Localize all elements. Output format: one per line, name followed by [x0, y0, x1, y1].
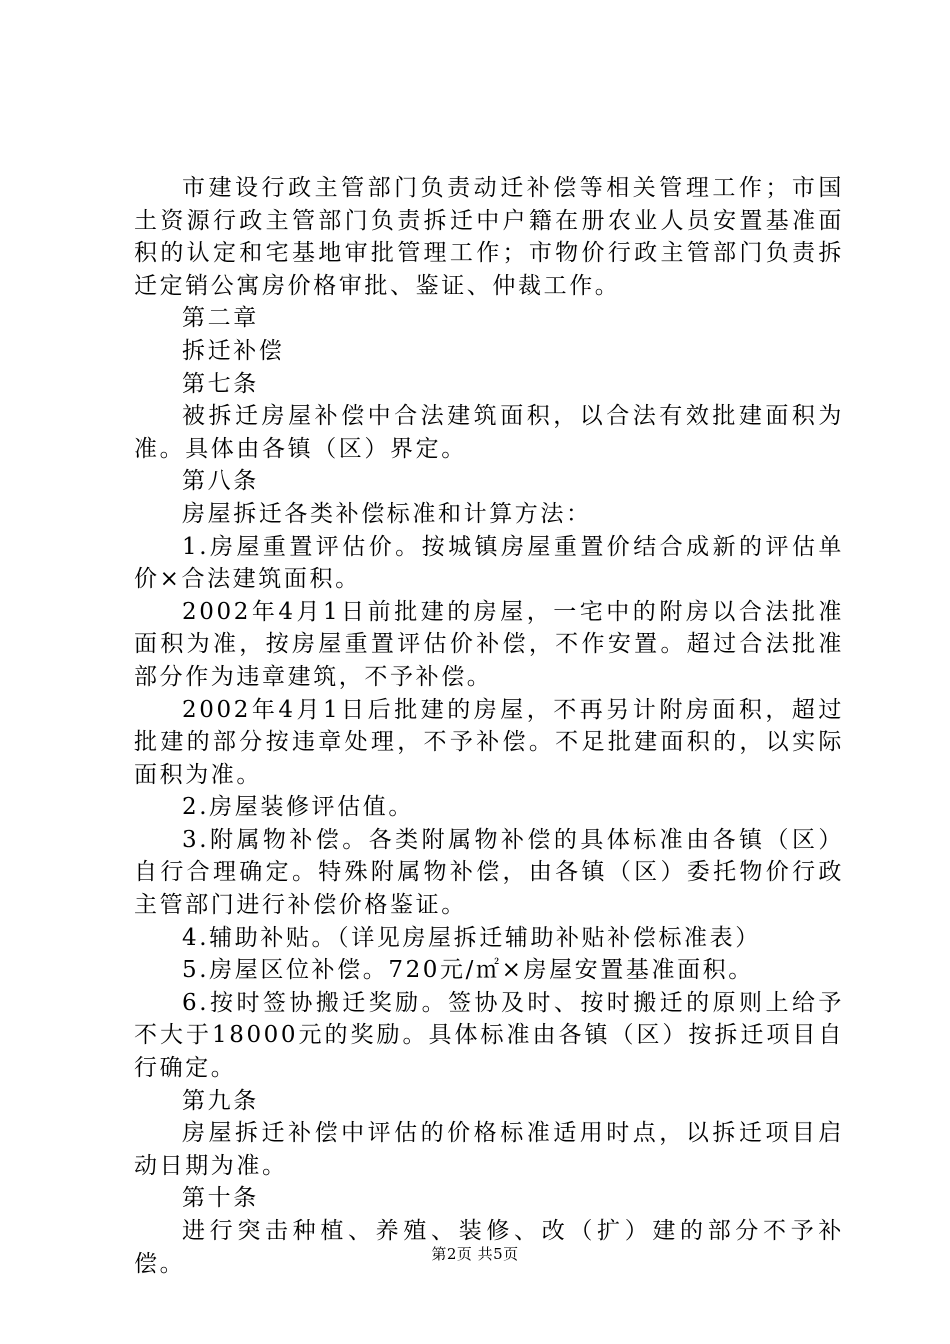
paragraph-duties: 市建设行政主管部门负责动迁补偿等相关管理工作；市国土资源行政主管部门负责拆迁中户籍在册农业人员安置基准面积的认定和宅基地审批管理工作；市物价行政主管部门负责拆迁定销公寓房价格审批、鉴证、仲裁工作。 [134, 175, 844, 299]
article-7-text: 被拆迁房屋补偿中合法建筑面积，以合法有效批建面积为准。具体由各镇（区）界定。 [134, 403, 844, 462]
article-10-heading: 第十条 [182, 1185, 259, 1212]
article-10-text: 进行突击种植、养殖、装修、改（扩）建的部分不予补偿。 [134, 1218, 844, 1277]
article-8-item-5: 5.房屋区位补偿。720元/㎡×房屋安置基准面积。 [182, 957, 754, 984]
article-8-item-3: 3.附属物补偿。各类附属物补偿的具体标准由各镇（区）自行合理确定。特殊附属物补偿，由各镇（区）委托物价行政主管部门进行补偿价格鉴证。 [134, 826, 844, 919]
article-9-heading: 第九条 [182, 1087, 259, 1114]
chapter-heading: 第二章 [182, 305, 259, 332]
article-8-intro: 房屋拆迁各类补偿标准和计算方法： [182, 500, 592, 527]
article-8-item-6: 6.按时签协搬迁奖励。签协及时、按时搬迁的原则上给予不大于18000元的奖励。具体标准由各镇（区）按拆迁项目自行确定。 [134, 989, 844, 1082]
article-8-item-4: 4.辅助补贴。（详见房屋拆迁辅助补贴补偿标准表） [182, 924, 761, 951]
article-7-heading: 第七条 [182, 370, 259, 397]
article-9-text: 房屋拆迁补偿中评估的价格标准适用时点，以拆迁项目启动日期为准。 [134, 1120, 844, 1179]
page-footer: 第2页 共5页 [431, 1245, 519, 1263]
article-8-item-2: 2.房屋装修评估值。 [182, 794, 414, 821]
article-8-heading: 第八条 [182, 468, 259, 495]
article-8-item-1-after-2002: 2002年4月1日后批建的房屋，不再另计附房面积，超过批建的部分按违章处理，不予补偿。不足批建面积的，以实际面积为准。 [134, 696, 844, 788]
document-body [134, 172, 844, 1280]
article-8-item-1: 1.房屋重置评估价。按城镇房屋重置价结合成新的评估单价×合法建筑面积。 [134, 533, 844, 593]
chapter-title: 拆迁补偿 [182, 337, 285, 364]
article-8-item-1-before-2002: 2002年4月1日前批建的房屋，一宅中的附房以合法批准面积为准，按房屋重置评估价补偿，不作安置。超过合法批准部分作为违章建筑，不予补偿。 [134, 598, 844, 690]
